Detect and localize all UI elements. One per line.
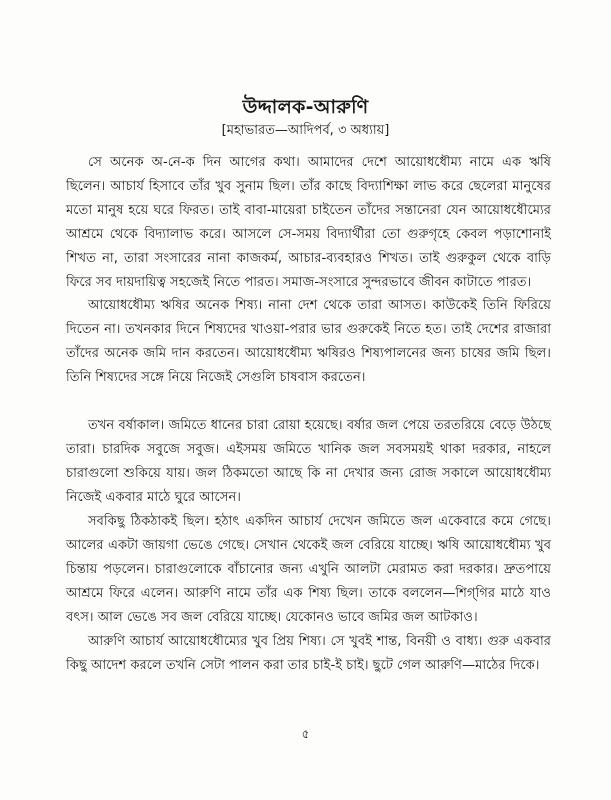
paragraph-text: আয়োধধৌম্য ঋষির অনেক শিষ্য। নানা দেশ থেকে তারা আসত। কাউকেই তিনি ফিরিয়ে দিতেন না। তখনকার দিনে শিষ্যদের খাওয়া-পরার ভার গুরুকেই নিতে হত। তাই দেশের রাজারা তাঁদের অনেক জমি দান করতেন। আয়োধধৌম্য ঋষিরও শিষ্যপালনের জন্য চাষের জমি ছিল। তিনি শিষ্যদের সঙ্গে নিয়ে নিজেই সেগুলি চাষবাস করতেন। xyxy=(66,298,551,385)
paragraph xyxy=(66,414,551,510)
paragraph-text: সবকিছু ঠিকঠাকই ছিল। হঠাৎ একদিন আচার্য দেখেন জমিতে জল একেবারে কমে গেছে। আলের একটা জায়গা ভেঙে গেছে। সেখান থেকেই জল বেরিয়ে যাচ্ছে। ঋষি আয়োধধৌম্য খুব চিন্তায় পড়লেন। চারাগুলোকে বাঁচানোর জন্য এখুনি আলটা মেরামত করা দরকার। দ্রুতপায়ে আশ্রমে ফিরে এলেন। আরুণি নামে তাঁর এক শিষ্য ছিল। তাকে বললেন—শিগ্‌গির মাঠে যাও বৎস। আল ভেঙে সব জল বেরিয়ে যাচ্ছে। যেকোনও ভাবে জমির জল আটকাও। xyxy=(66,514,551,625)
paragraph-text: সে অনেক অ-নে-ক দিন আগের কথা। আমাদের দেশে আয়োধধৌম্য নামে এক ঋষি ছিলেন। আচার্য হিসাবে তাঁর খুব সুনাম ছিল। তাঁর কাছে বিদ্যাশিক্ষা লাভ করে ছেলেরা মানুষের মতো মানুষ হয়ে ঘরে ফিরত। তাই বাবা-মায়েরা চাইতেন তাঁদের সন্তানেরা যেন আয়োধধৌম্যের আশ্রমে থেকে বিদ্যালাভ করে। আসলে সে-সময় বিদ্যার্থীরা তো গুরুগৃহে কেবল পড়াশোনাই শিখত না, তারা সংসারের নানা কাজকর্ম, আচার-ব্যবহারও শিখত। তাই গুরুকুল থেকে বাড়ি ফিরে সব দায়দায়িত্ব সহজেই নিতে পারত। সমাজ-সংসারে সুন্দরভাবে জীবন কাটাতে পারত। xyxy=(66,155,551,290)
chapter-title: উদ্দালক-আরুণি xyxy=(242,96,369,118)
paragraph-text: আরুণি আচার্য আয়োধধৌম্যের খুব প্রিয় শিষ্য। সে খুবই শান্ত, বিনয়ী ও বাধ্য। গুরু একবার কিছু আদেশ করলে তখনি সেটা পালন করা তার চাই-ই চাই। ছুটে গেল আরুণি—মাঠের দিকে। xyxy=(66,634,551,673)
paragraph xyxy=(66,630,551,678)
page-number: ৫ xyxy=(301,727,310,741)
paragraph-text: তখন বর্ষাকাল। জমিতে ধানের চারা রোয়া হয়েছে। বর্ষার জল পেয়ে তরতরিয়ে বেড়ে উঠছে তারা। চারদিক সবুজে সবুজ। এইসময় জমিতে খানিক জল সবসময়ই থাকা দরকার, নাহলে চারাগুলো শুকিয়ে যায়। জল ঠিকমতো আছে কি না দেখার জন্য রোজ সকালে আয়োধধৌম্য নিজেই একবার মাঠে ঘুরে আসেন। xyxy=(66,418,551,505)
chapter-source: [মহাভারত—আদিপর্ব, ৩ অধ্যায়] xyxy=(221,123,390,138)
paragraph xyxy=(66,510,551,630)
paragraph xyxy=(66,151,551,294)
paragraph xyxy=(66,294,551,390)
